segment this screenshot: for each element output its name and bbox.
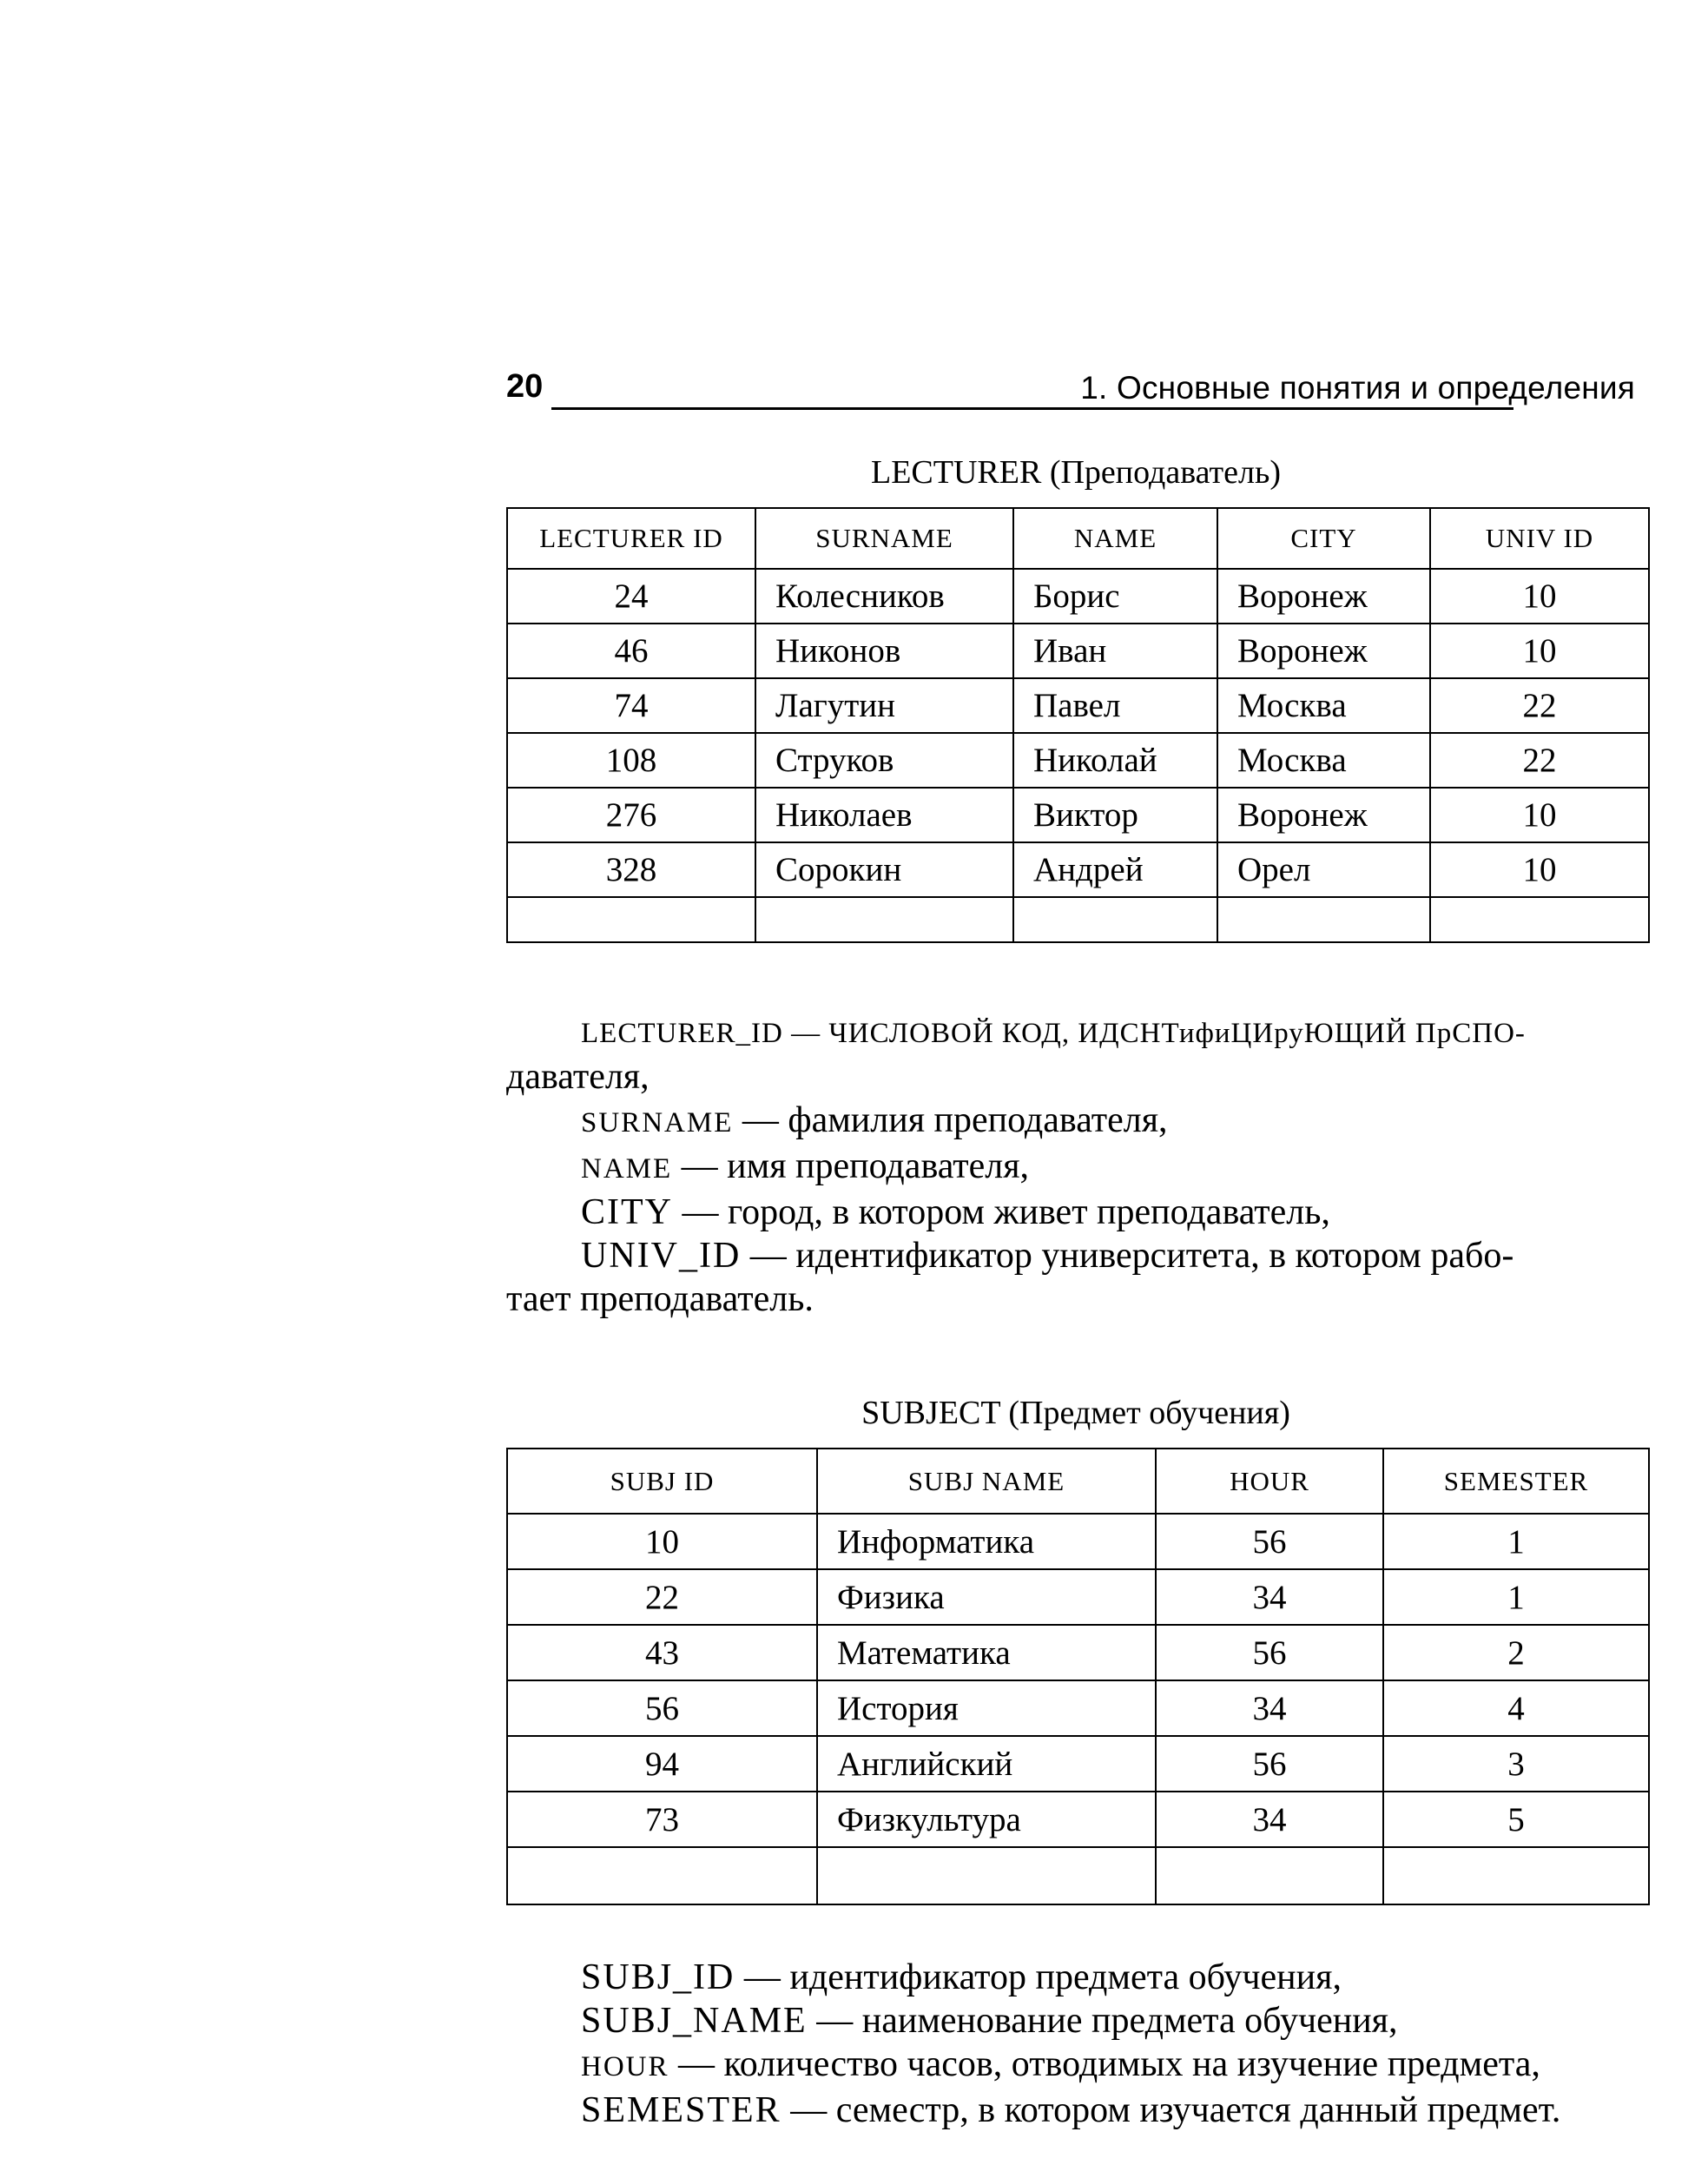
table-cell: 34 <box>1156 1680 1383 1736</box>
table-cell <box>1383 1847 1649 1904</box>
definition-text: — фамилия преподавателя, <box>733 1100 1168 1140</box>
table-cell: 74 <box>507 678 755 733</box>
running-header <box>506 368 1635 412</box>
definition-continuation: давателя, <box>506 1057 650 1097</box>
table-cell: 108 <box>507 733 755 788</box>
definition-term: SURNAME <box>581 1107 734 1138</box>
table-cell: 22 <box>1430 678 1649 733</box>
table-cell: 56 <box>1156 1736 1383 1792</box>
table-cell: Воронеж <box>1217 788 1430 842</box>
table-cell <box>1156 1847 1383 1904</box>
definition-term: NAME <box>581 1153 673 1185</box>
definition-continuation: тает преподаватель. <box>506 1279 814 1319</box>
table-cell: Лагутин <box>755 678 1013 733</box>
table-cell: 43 <box>507 1625 817 1680</box>
table-row <box>507 624 1649 678</box>
column-header: SEMESTER <box>1383 1449 1649 1514</box>
table-row <box>507 1625 1649 1680</box>
lecturer-table <box>506 507 1650 943</box>
table-cell <box>1217 897 1430 942</box>
column-header: SUBJ ID <box>507 1449 817 1514</box>
subject-table-caption: SUBJECT (Предмет обучения) <box>861 1395 1290 1431</box>
definition-line <box>506 1234 1635 1277</box>
column-header: HOUR <box>1156 1449 1383 1514</box>
table-cell: Сорокин <box>755 842 1013 897</box>
column-header: UNIV ID <box>1430 508 1649 569</box>
table-cell: 3 <box>1383 1736 1649 1792</box>
table-cell <box>817 1847 1156 1904</box>
table-cell: Иван <box>1013 624 1217 678</box>
table-cell: 276 <box>507 788 755 842</box>
table-cell: 94 <box>507 1736 817 1792</box>
table-cell <box>507 1847 817 1904</box>
definition-text: — идентификатор предмета обучения, <box>735 1957 1342 1997</box>
definition-line <box>506 1191 1635 1234</box>
column-header: SURNAME <box>755 508 1013 569</box>
table-cell: 10 <box>1430 569 1649 624</box>
column-header: SUBJ NAME <box>817 1449 1156 1514</box>
table-cell <box>507 897 755 942</box>
table-empty-row <box>507 897 1649 942</box>
definition-line <box>581 1956 1708 1999</box>
table-row <box>507 1792 1649 1847</box>
table-cell: 56 <box>1156 1514 1383 1569</box>
definition-text: — количество часов, отводимых на изучение предмета, <box>669 2044 1540 2084</box>
table-cell: 56 <box>1156 1625 1383 1680</box>
table-cell: Борис <box>1013 569 1217 624</box>
definition-term: SUBJ_ID <box>581 1957 735 1997</box>
table-cell: Никонов <box>755 624 1013 678</box>
table-header-row <box>507 1449 1649 1514</box>
subject-definitions <box>581 1956 1708 2132</box>
table-cell: 1 <box>1383 1569 1649 1625</box>
table-cell: Информатика <box>817 1514 1156 1569</box>
definition-text: — наименование предмета обучения, <box>807 2001 1398 2041</box>
definition-line <box>581 2043 1708 2089</box>
definition-line <box>506 1099 1635 1145</box>
table-cell: 22 <box>507 1569 817 1625</box>
table-cell <box>1013 897 1217 942</box>
table-cell: Колесников <box>755 569 1013 624</box>
table-cell: Николай <box>1013 733 1217 788</box>
definition-text: — имя преподавателя, <box>672 1146 1030 1186</box>
table-cell: Андрей <box>1013 842 1217 897</box>
table-row <box>507 1514 1649 1569</box>
lecturer-table-caption: LECTURER (Преподаватель) <box>871 454 1281 491</box>
definition-term: LECTURER_ID <box>581 1018 783 1049</box>
definition-line <box>581 2089 1708 2132</box>
table-cell: 34 <box>1156 1569 1383 1625</box>
table-cell <box>755 897 1013 942</box>
table-row <box>507 733 1649 788</box>
table-cell: 2 <box>1383 1625 1649 1680</box>
table-cell: Москва <box>1217 678 1430 733</box>
table-row <box>507 788 1649 842</box>
definition-line <box>506 1009 1635 1055</box>
table-cell: Воронеж <box>1217 569 1430 624</box>
table-header-row <box>507 508 1649 569</box>
table-row <box>507 1736 1649 1792</box>
table-cell: Физкультура <box>817 1792 1156 1847</box>
table-cell: Английский <box>817 1736 1156 1792</box>
table-cell: 34 <box>1156 1792 1383 1847</box>
table-cell: Струков <box>755 733 1013 788</box>
definition-term: SEMESTER <box>581 2090 781 2130</box>
subject-table <box>506 1448 1650 1905</box>
table-cell: Николаев <box>755 788 1013 842</box>
definition-text: — семестр, в котором изучается данный предмет. <box>781 2090 1561 2130</box>
definition-term: CITY <box>581 1192 673 1232</box>
definition-line <box>581 1999 1708 2043</box>
table-cell: 1 <box>1383 1514 1649 1569</box>
table-cell: 46 <box>507 624 755 678</box>
table-row <box>507 1569 1649 1625</box>
table-empty-row <box>507 1847 1649 1904</box>
definition-text: — ЧИСЛОВОЙ КОД, ИДСНТифиЦИруЮЩИЙ ПрСПО- <box>782 1018 1526 1049</box>
table-row <box>507 842 1649 897</box>
column-header: LECTURER ID <box>507 508 755 569</box>
table-cell <box>1430 897 1649 942</box>
table-row <box>507 1680 1649 1736</box>
table-cell: 10 <box>1430 842 1649 897</box>
table-cell: Москва <box>1217 733 1430 788</box>
definition-term: SUBJ_NAME <box>581 2001 808 2041</box>
page-number: 20 <box>506 368 544 405</box>
table-cell: 56 <box>507 1680 817 1736</box>
definition-term: UNIV_ID <box>581 1236 742 1276</box>
table-cell: 10 <box>1430 624 1649 678</box>
table-cell: 73 <box>507 1792 817 1847</box>
table-cell: История <box>817 1680 1156 1736</box>
column-header: CITY <box>1217 508 1430 569</box>
definition-line <box>506 1145 1635 1191</box>
lecturer-definitions <box>506 1009 1635 1321</box>
table-cell: Воронеж <box>1217 624 1430 678</box>
definition-text: — идентификатор университета, в котором рабо- <box>741 1236 1514 1276</box>
table-cell: 24 <box>507 569 755 624</box>
table-cell: Физика <box>817 1569 1156 1625</box>
table-cell: 5 <box>1383 1792 1649 1847</box>
table-cell: Павел <box>1013 678 1217 733</box>
header-rule <box>551 407 1513 410</box>
table-cell: 4 <box>1383 1680 1649 1736</box>
chapter-title: 1. Основные понятия и определения <box>1080 370 1635 406</box>
column-header: NAME <box>1013 508 1217 569</box>
table-cell: Математика <box>817 1625 1156 1680</box>
table-cell: 10 <box>1430 788 1649 842</box>
table-cell: Орел <box>1217 842 1430 897</box>
definition-text: — город, в котором живет преподаватель, <box>673 1192 1330 1232</box>
table-cell: Виктор <box>1013 788 1217 842</box>
table-cell: 22 <box>1430 733 1649 788</box>
definition-term: HOUR <box>581 2051 669 2082</box>
table-cell: 10 <box>507 1514 817 1569</box>
table-row <box>507 569 1649 624</box>
table-cell: 328 <box>507 842 755 897</box>
table-row <box>507 678 1649 733</box>
